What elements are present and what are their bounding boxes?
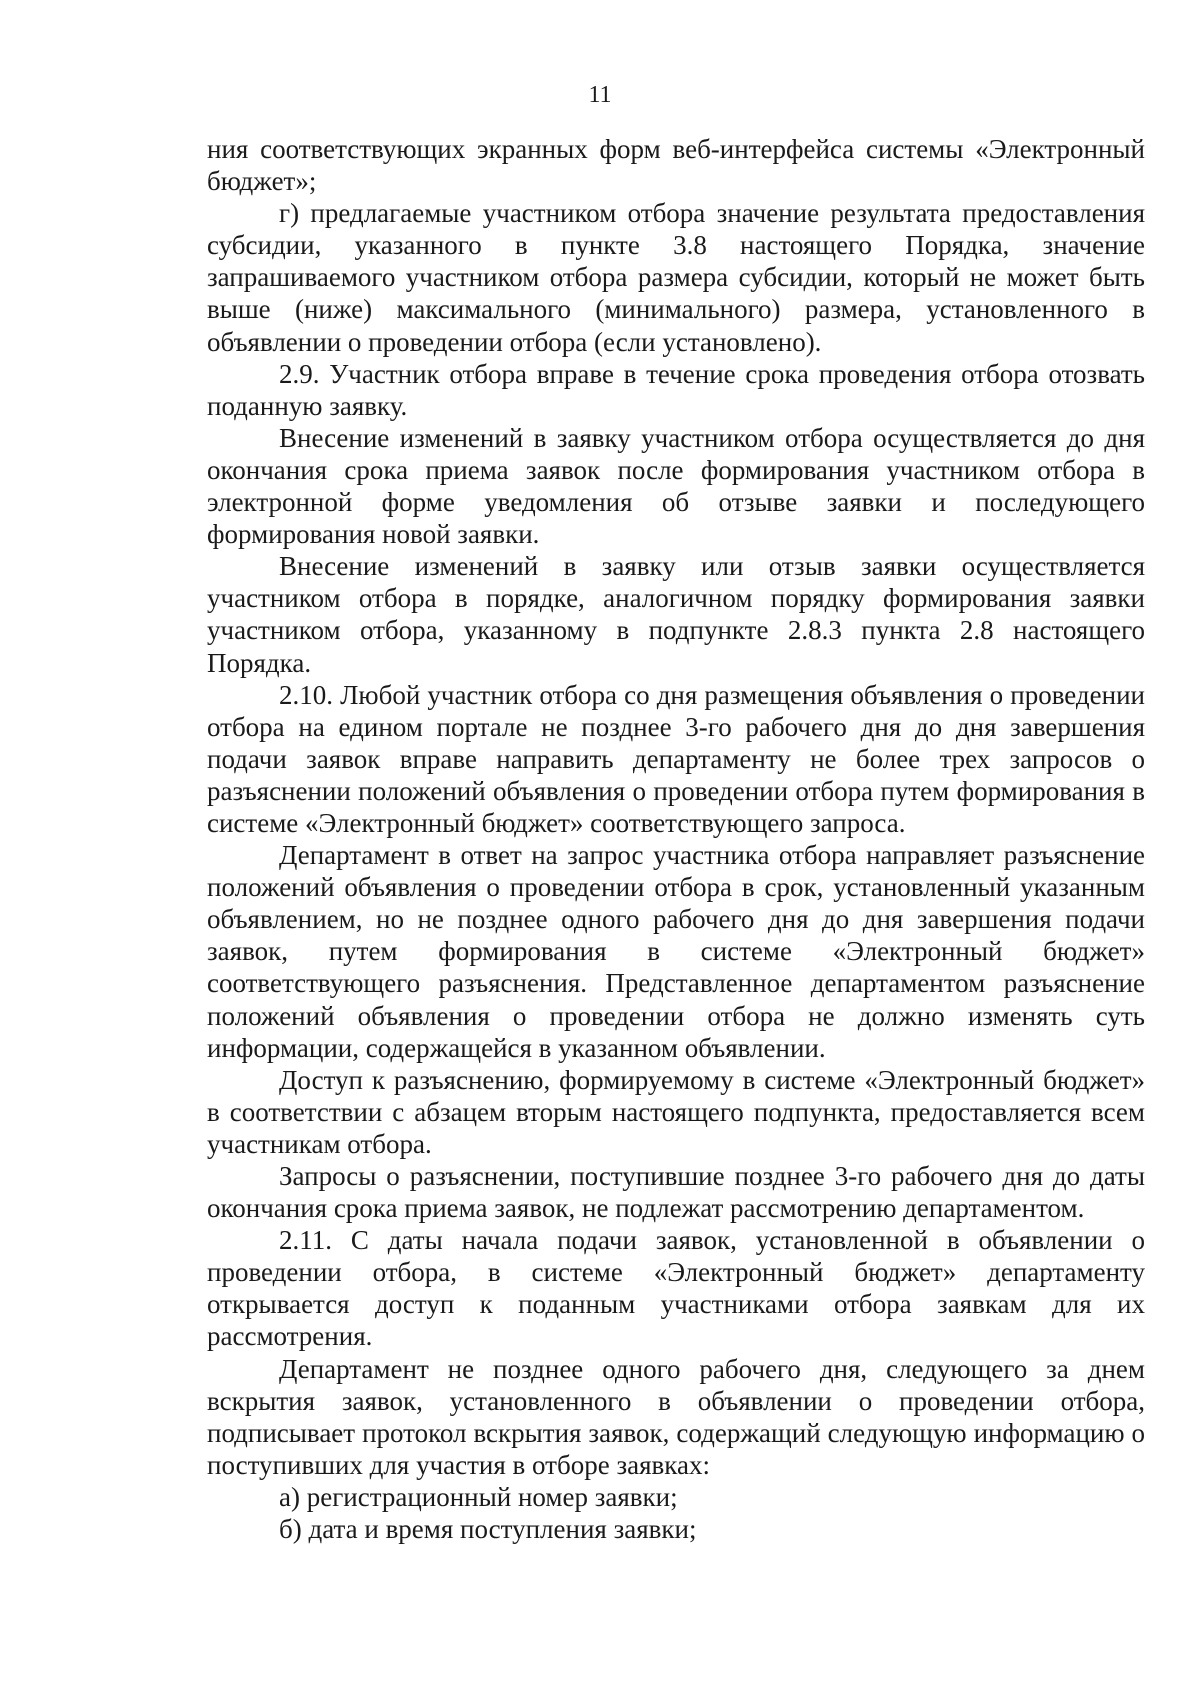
document-body: [207, 133, 1145, 1545]
page-number: 11: [588, 82, 612, 108]
list-item: а) регистрационный номер заявки;: [279, 1481, 678, 1512]
paragraph: г) предлагаемые участником отбора значение результата предоставления субсидии, указанного в пункте 3.8 настоящего Порядка, значение запрашиваемого участником отбора размера субсидии, который не может быть выше (ниже) максимального (минимального) размера, установленного в объявлении о проведении отбора (если установлено).: [207, 198, 1145, 357]
paragraph: Доступ к разъяснению, формируемому в системе «Электронный бюджет» в соответствии с абзацем вторым настоящего подпункта, предоставляется всем участникам отбора.: [207, 1064, 1145, 1159]
list-item: б) дата и время поступления заявки;: [279, 1514, 697, 1545]
paragraph: Внесение изменений в заявку участником отбора осуществляется до дня окончания срока приема заявок после формирования участником отбора в электронной форме уведомления об отзыве заявки и последующего формирования новой заявки.: [207, 422, 1145, 550]
paragraph: Внесение изменений в заявку или отзыв заявки осуществляется участником отбора в порядке, аналогичном порядку формирования заявки участником отбора, указанному в подпункте 2.8.3 пункта 2.8 настоящего Порядка.: [207, 551, 1145, 678]
paragraph: Департамент не позднее одного рабочего дня, следующего за днем вскрытия заявок, установленного в объявлении о проведении отбора, подписывает протокол вскрытия заявок, содержащий следующую информацию о поступивших для участия в отборе заявках:: [207, 1353, 1145, 1480]
paragraph: Департамент в ответ на запрос участника отбора направляет разъяснение положений объявления о проведении отбора в срок, установленный указанным объявлением, но не позднее одного рабочего дня до дня завершения подачи заявок, путем формирования в системе «Электронный бюджет» соответствующего разъяснения. Представленное департаментом разъяснение положений объявления о проведении отбора не должно изменять суть информации, содержащейся в указанном объявлении.: [207, 840, 1145, 1063]
paragraph: ния соответствующих экранных форм веб-интерфейса системы «Электронный бюджет»;: [207, 134, 1145, 197]
paragraph: Запросы о разъяснении, поступившие позднее 3-го рабочего дня до даты окончания срока приема заявок, не подлежат рассмотрению департаментом.: [207, 1161, 1145, 1224]
paragraph: 2.9. Участник отбора вправе в течение срока проведения отбора отозвать поданную заявку.: [207, 358, 1145, 421]
paragraph: 2.10. Любой участник отбора со дня размещения объявления о проведении отбора на едином портале не позднее 3-го рабочего дня до дня завершения подачи заявок вправе направить департаменту не более трех запросов о разъяснении положений объявления о проведении отбора путем формирования в системе «Электронный бюджет» соответствующего запроса.: [207, 679, 1145, 838]
paragraph: 2.11. С даты начала подачи заявок, установленной в объявлении о проведении отбора, в системе «Электронный бюджет» департаменту открывается доступ к поданным участниками отбора заявкам для их рассмотрения.: [207, 1225, 1145, 1352]
